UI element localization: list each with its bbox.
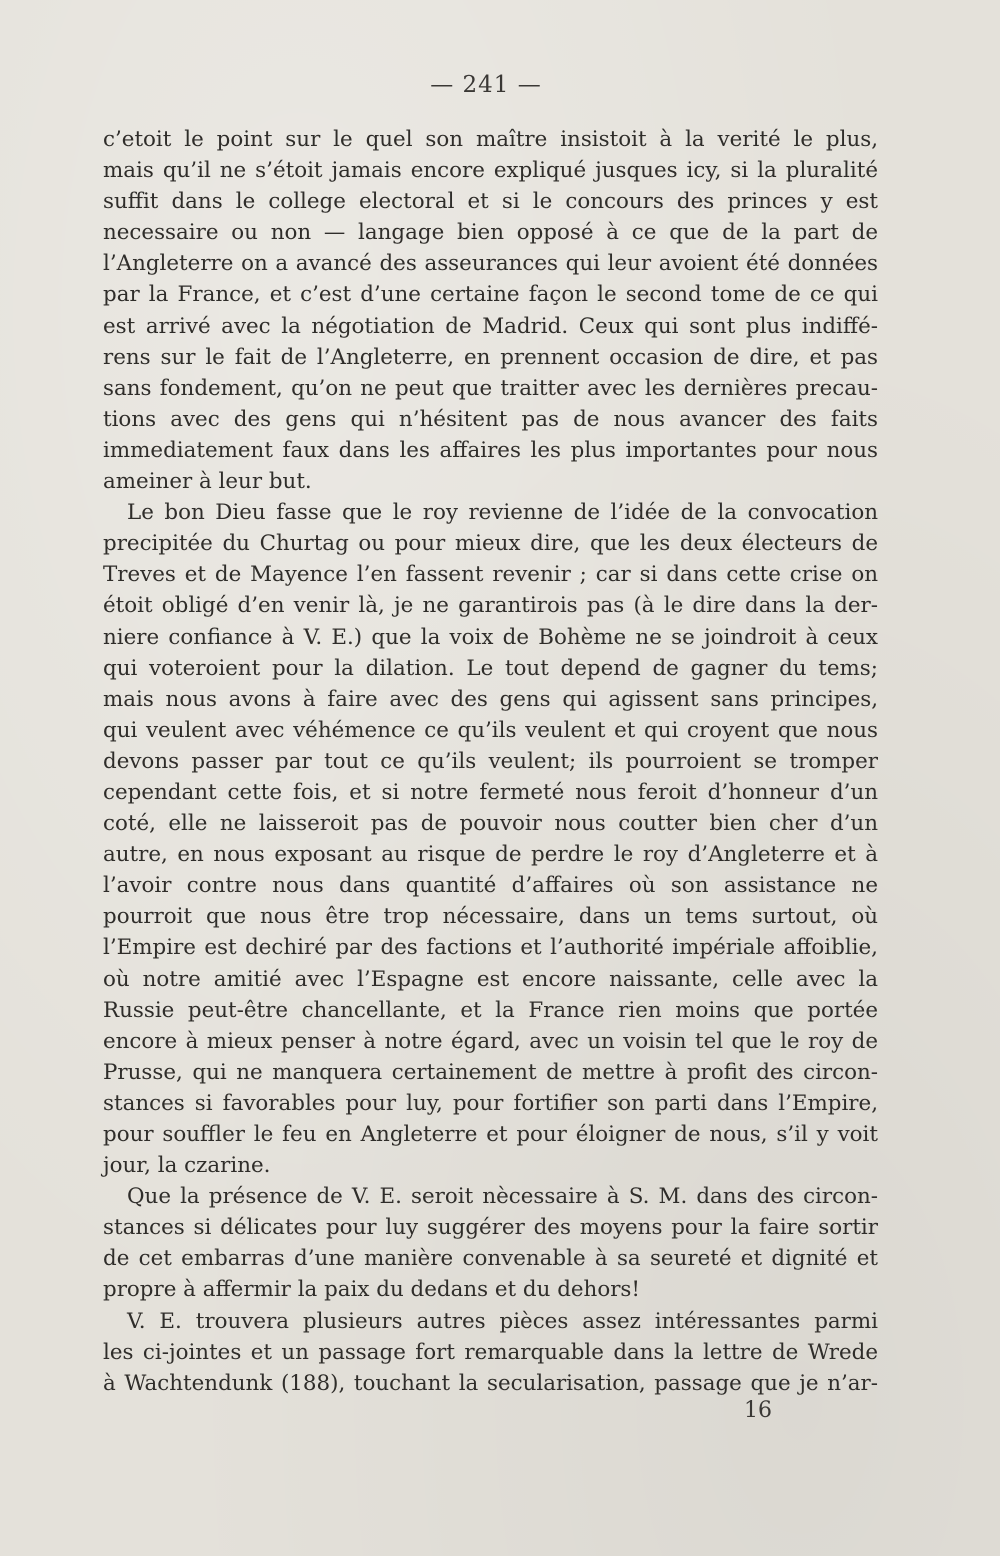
text-line: par la France, et c’est d’une certaine façon le second tome de ce qui [103,282,878,308]
text-line: Russie peut-être chancellante, et la France rien moins que portée [103,997,878,1023]
text-line: de cet embarras d’une manière convenable à sa seureté et dignité et [103,1246,878,1272]
text-line: propre à affermir la paix du dedans et du dehors! [103,1277,641,1303]
text-line: qui voteroient pour la dilation. Le tout depend de gagner du tems; [103,655,878,681]
text-line: jour, la czarine. [103,1153,271,1179]
text-line: devons passer par tout ce qu’ils veulent; ils pourroient se tromper [103,748,878,774]
text-line: pour souffler le feu en Angleterre et pour éloigner de nous, s’il y voit [103,1122,878,1147]
text-line: l’Angleterre on a avancé des asseurances qui leur avoient été données [103,251,878,277]
body-text [103,124,878,1399]
text-line: ameiner à leur but. [103,469,312,495]
text-line: les ci-jointes et un passage fort remarquable dans la lettre de Wrede [103,1339,878,1365]
text-line: est arrivé avec la négotiation de Madrid. Ceux qui sont plus indiffé- [103,313,878,339]
text-line: l’Empire est dechiré par des factions et l’authorité impériale affoiblie, [103,935,878,961]
text-line: immediatement faux dans les affaires les plus importantes pour nous [103,437,878,463]
text-line: Que la présence de V. E. seroit nècessaire à S. M. dans des circon- [127,1184,878,1210]
text-line: coté, elle ne laisseroit pas de pouvoir nous coutter bien cher d’un [103,811,878,837]
text-line: cependant cette fois, et si notre fermeté nous feroit d’honneur d’un [103,779,878,805]
text-line: niere confiance à V. E.) que la voix de Bohème ne se joindroit à ceux [103,624,878,650]
text-line: pourroit que nous être trop nécessaire, dans un tems surtout, où [103,904,878,930]
text-line: à Wachtendunk (188), touchant la secularisation, passage que je n’ar- [103,1370,878,1396]
text-line: sans fondement, qu’on ne peut que traitter avec les dernières precau- [103,375,878,401]
text-line: encore à mieux penser à notre égard, avec un voisin tel que le roy de [103,1028,878,1054]
text-line: tions avec des gens qui n’hésitent pas de nous avancer des faits [103,406,878,432]
text-line: mais nous avons à faire avec des gens qui agissent sans principes, [103,686,878,712]
signature-mark: 16 [744,1398,772,1423]
text-line: l’avoir contre nous dans quantité d’affaires où son assistance ne [103,873,878,899]
text-line: Treves et de Mayence l’en fassent revenir ; car si dans cette crise on [103,562,878,588]
text-line: autre, en nous exposant au risque de perdre le roy d’Angleterre et à [103,842,878,868]
text-line: precipitée du Churtag ou pour mieux dire, que les deux électeurs de [103,531,878,557]
text-line: stances si favorables pour luy, pour fortifier son parti dans l’Empire, [103,1090,878,1116]
text-line: suffit dans le college electoral et si le concours des princes y est [103,189,878,215]
text-line: étoit obligé d’en venir là, je ne garantirois pas (à le dire dans la der- [103,593,878,619]
text-line: V. E. trouvera plusieurs autres pièces assez intéressantes parmi [127,1308,878,1334]
text-line: rens sur le fait de l’Angleterre, en prennent occasion de dire, et pas [103,344,878,370]
text-line: où notre amitié avec l’Espagne est encore naissante, celle avec la [103,966,878,992]
text-line: Le bon Dieu fasse que le roy revienne de l’idée de la convocation [127,500,878,526]
text-line: stances si délicates pour luy suggérer des moyens pour la faire sortir [103,1215,878,1241]
page-number: — 241 — [430,72,542,98]
text-line: mais qu’il ne s’étoit jamais encore expliqué jusques icy, si la pluralité [103,158,878,184]
text-line: Prusse, qui ne manquera certainement de mettre à profit des circon- [103,1059,878,1085]
text-line: c’etoit le point sur le quel son maître insistoit à la verité le plus, [103,127,878,152]
text-line: qui veulent avec véhémence ce qu’ils veulent et qui croyent que nous [103,717,878,743]
text-line: necessaire ou non — langage bien opposé à ce que de la part de [103,220,878,246]
